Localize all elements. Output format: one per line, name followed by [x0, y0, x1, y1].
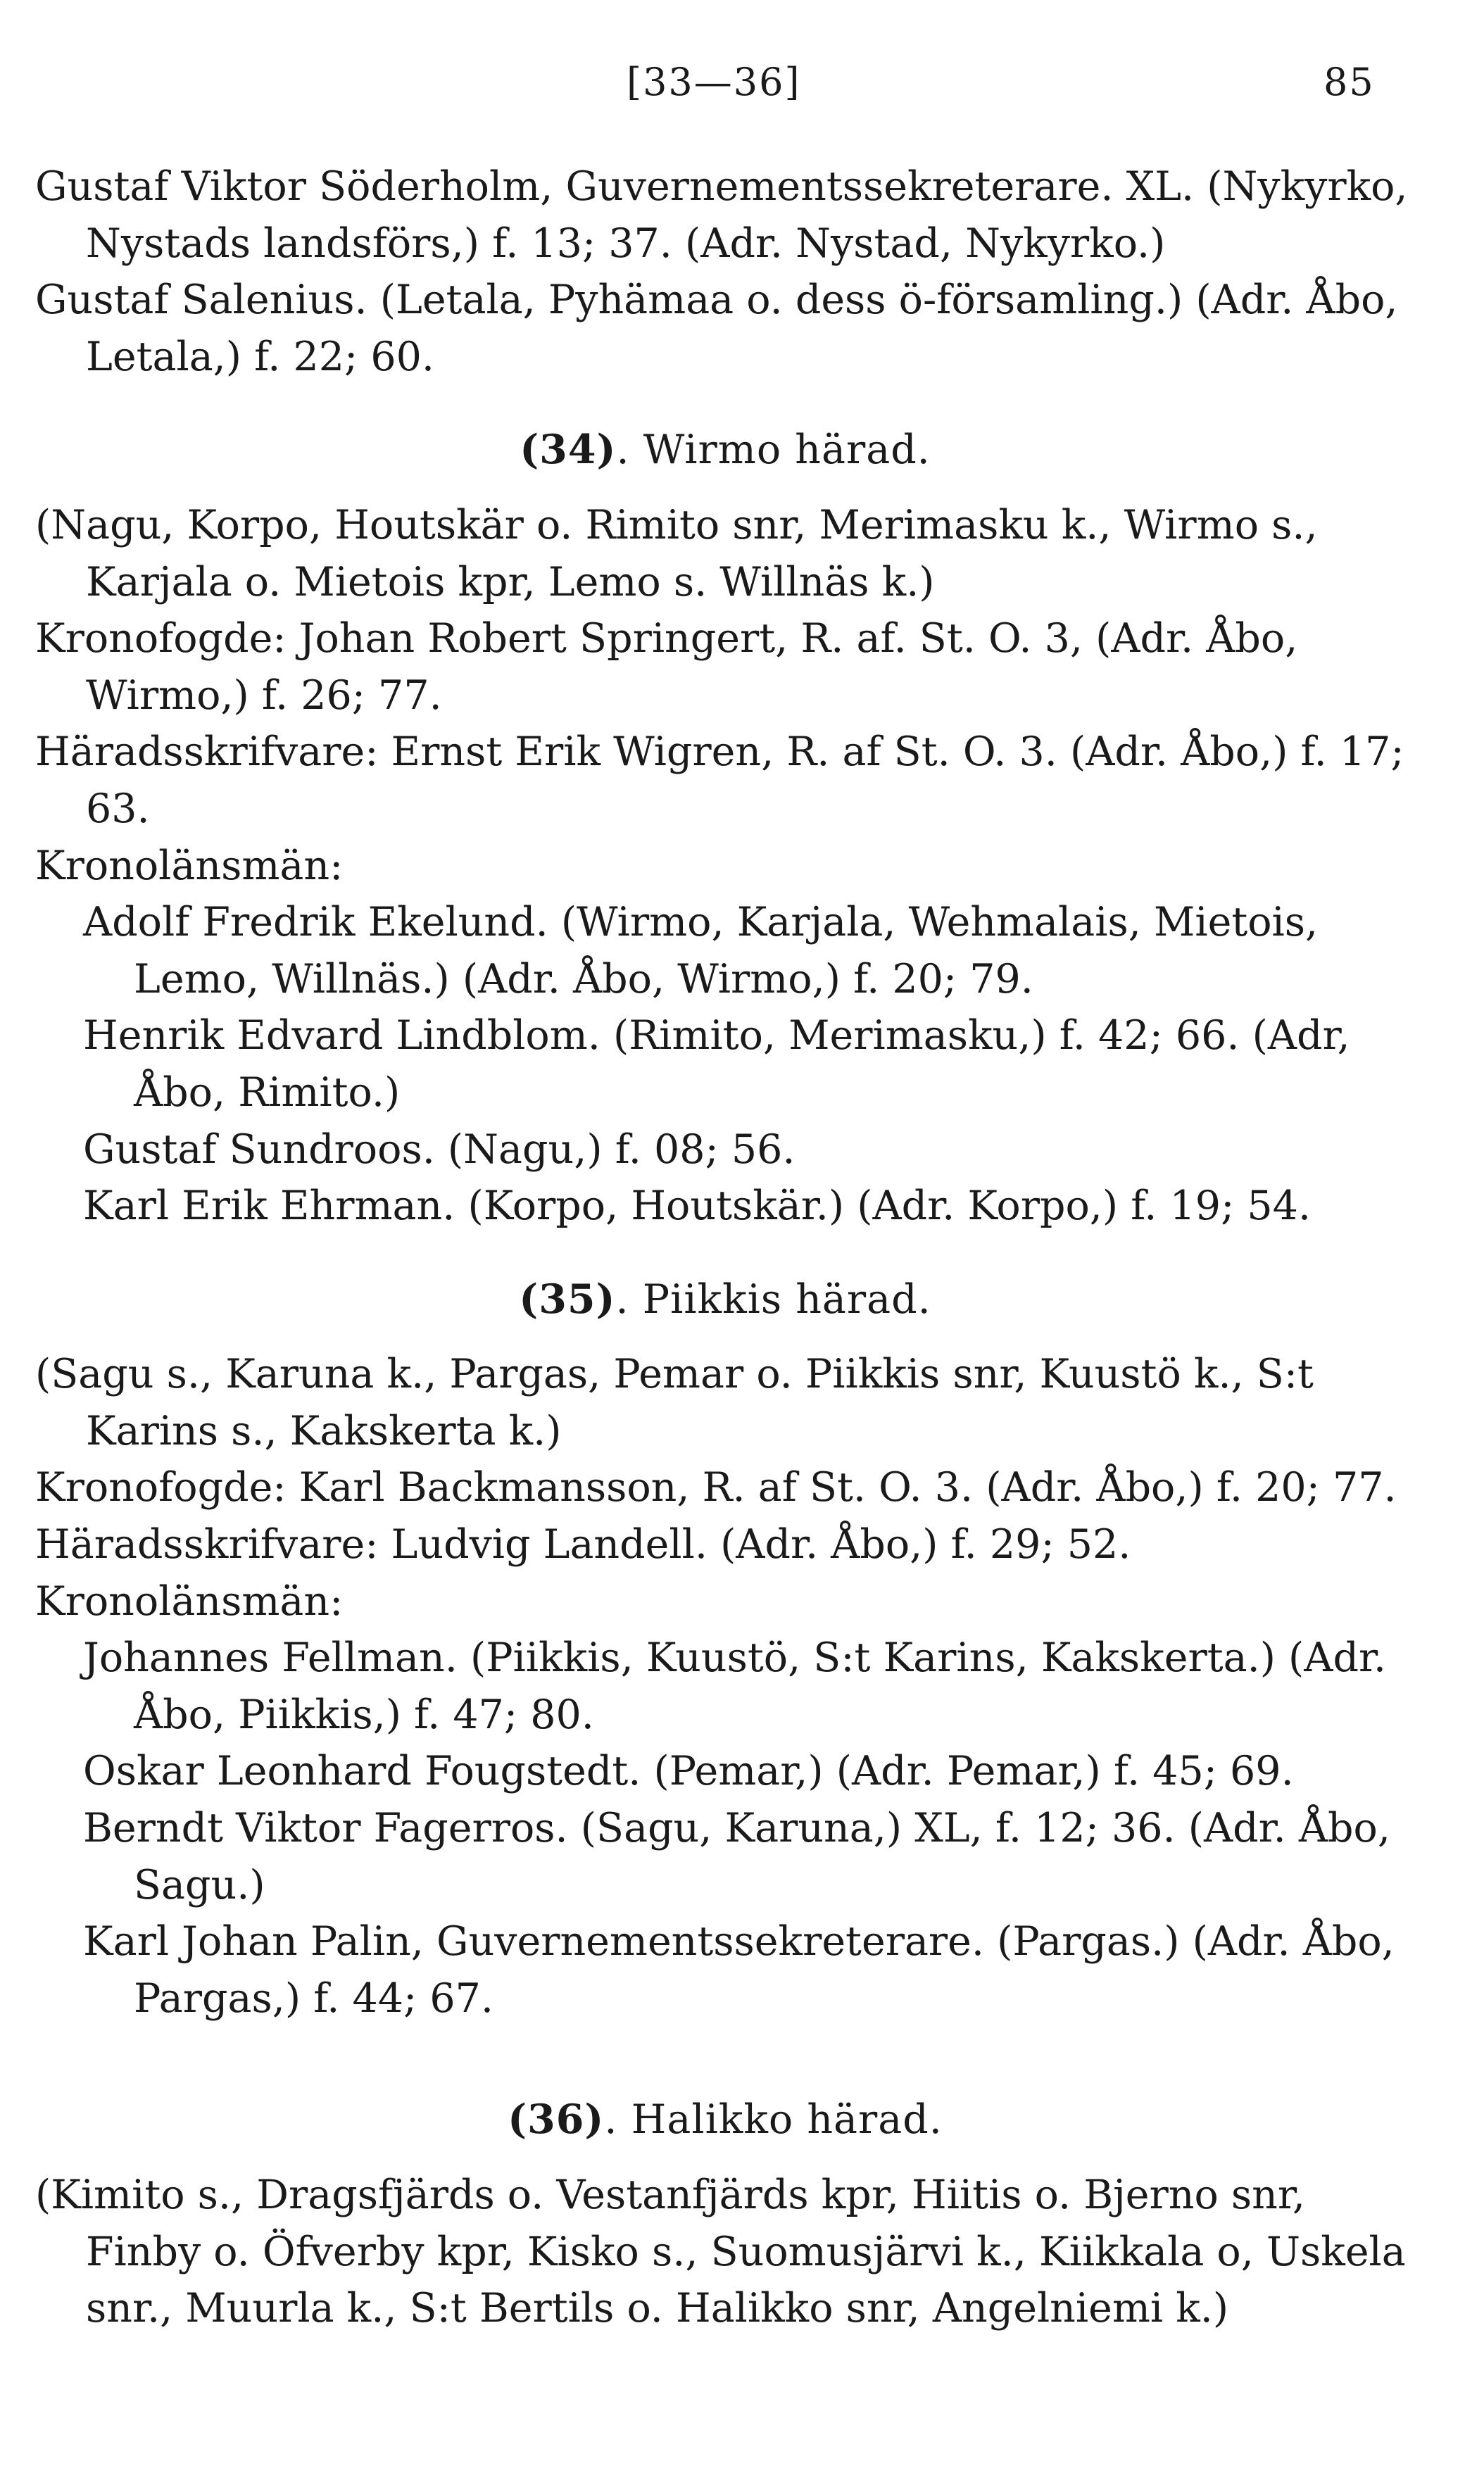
kronolansman-entry: Oskar Leonhard Fougstedt. (Pemar,) (Adr. Pemar,) f. 45; 69. [83, 1748, 1294, 1795]
section-title: Piikkis härad. [642, 1276, 931, 1323]
kronolansman-entry: Gustaf Sundroos. (Nagu,) f. 08; 56. [83, 1126, 796, 1173]
section-number: (34) [520, 426, 617, 474]
entry-paragraph: Gustaf Salenius. (Letala, Pyhämaa o. dess ö-församling.) (Adr. Åbo, Letala,) f. 22; 60. [35, 277, 1398, 380]
kronolansman-label: Kronolänsmän: [35, 842, 344, 889]
kronolansman-label: Kronolänsmän: [35, 1578, 344, 1625]
spacer [35, 2027, 1415, 2055]
section-number: (36) [508, 2096, 605, 2144]
page-number: 85 [1323, 60, 1375, 104]
haradsskrivare-entry: Häradsskrifvare: Ludvig Landell. (Adr. Åbo,) f. 29; 52. [35, 1521, 1131, 1568]
section-title: Halikko härad. [631, 2096, 943, 2144]
kronofogde-entry: Kronofogde: Karl Backmansson, R. af St. O. 3. (Adr. Åbo,) f. 20; 77. [35, 1464, 1397, 1511]
section-title: Wirmo härad. [643, 427, 931, 474]
document-body [35, 158, 1415, 2337]
kronolansman-entry: Adolf Fredrik Ekelund. (Wirmo, Karjala, Wehmalais, Mietois, Lemo, Willnäs.) (Adr. Åbo, Wirmo,) f. 20; 79. [83, 899, 1319, 1002]
kronolansman-entry: Berndt Viktor Fagerros. (Sagu, Karuna,) XL, f. 12; 36. (Adr. Åbo, Sagu.) [83, 1805, 1390, 1908]
section-heading: (35). Piikkis härad. [519, 1275, 931, 1323]
section-intro: (Sagu s., Karuna k., Pargas, Pemar o. Piikkis snr, Kuustö k., S:t Karins s., Kakskerta k.) [35, 1351, 1314, 1454]
section-intro: (Kimito s., Dragsfjärds o. Vestanfjärds kpr, Hiitis o. Bjerno snr, Finby o. Öfverby kpr, Kisko s., Suomusjärvi k., Kiikkala o, Uskela snr., Muurla k., S:t Bertils o. Halikko snr, Angelniemi k.) [35, 2172, 1406, 2332]
entry-range: [33—36] [627, 60, 801, 104]
haradsskrivare-entry: Häradsskrifvare: Ernst Erik Wigren, R. af St. O. 3. (Adr. Åbo,) f. 17; 63. [35, 729, 1404, 832]
section-intro: (Nagu, Korpo, Houtskär o. Rimito snr, Merimasku k., Wirmo s., Karjala o. Mietois kpr, Lemo s. Willnäs k.) [35, 501, 1318, 605]
section-heading: (36). Halikko härad. [508, 2096, 943, 2144]
section-heading: (34). Wirmo härad. [520, 426, 931, 474]
kronolansman-entry: Henrik Edvard Lindblom. (Rimito, Merimasku,) f. 42; 66. (Adr, Åbo, Rimito.) [83, 1012, 1350, 1116]
page-header [0, 60, 1484, 123]
entry-paragraph: Gustaf Viktor Söderholm, Guvernementssekreterare. XL. (Nykyrko, Nystads landsförs,) f. 13; 37. (Adr. Nystad, Nykyrko.) [35, 163, 1408, 267]
section-number: (35) [519, 1275, 616, 1323]
kronolansman-entry: Karl Johan Palin, Guvernementssekreterare. (Pargas.) (Adr. Åbo, Pargas,) f. 44; 67. [83, 1918, 1395, 2022]
kronolansman-entry: Johannes Fellman. (Piikkis, Kuustö, S:t Karins, Kakskerta.) (Adr. Åbo, Piikkis,) f. 47; 80. [83, 1635, 1387, 1738]
kronolansman-entry: Karl Erik Ehrman. (Korpo, Houtskär.) (Adr. Korpo,) f. 19; 54. [83, 1183, 1312, 1230]
kronofogde-entry: Kronofogde: Johan Robert Springert, R. af. St. O. 3, (Adr. Åbo, Wirmo,) f. 26; 77. [35, 615, 1298, 719]
